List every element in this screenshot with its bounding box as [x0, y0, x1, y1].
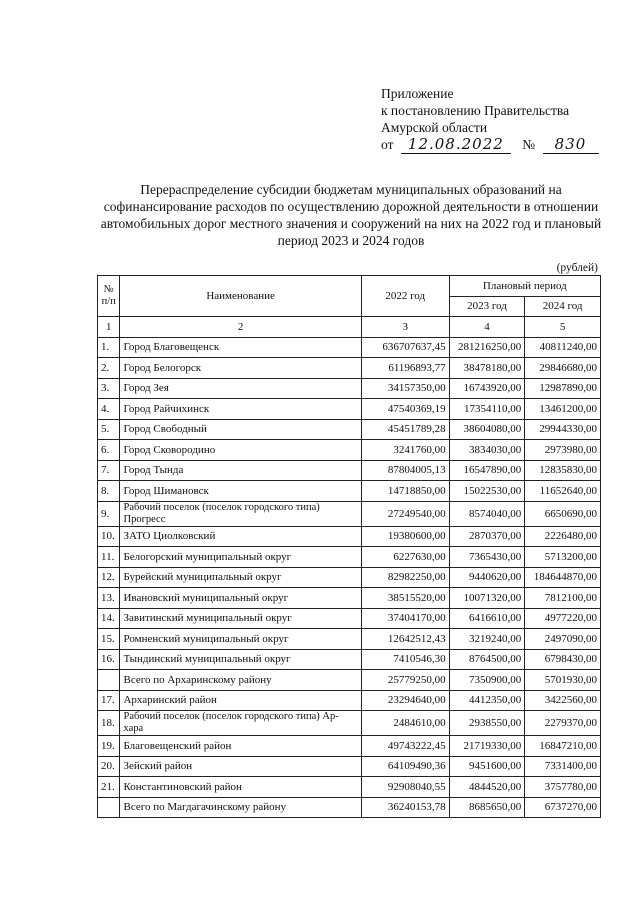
row-name: Всего по Магдагачинскому району [120, 797, 361, 818]
row-name: Белогорский муниципальный округ [120, 547, 361, 568]
col-index-4: 4 [449, 317, 525, 338]
header-plan-period: Плановый период [449, 276, 600, 297]
row-value-2022: 82982250,00 [361, 567, 449, 588]
table-row [98, 797, 601, 818]
table-row [98, 440, 601, 461]
row-value-2022: 36240153,78 [361, 797, 449, 818]
row-value-2022: 2484610,00 [361, 711, 449, 736]
table-row [98, 460, 601, 481]
row-value-2022: 14718850,00 [361, 481, 449, 502]
row-name: Тындинский муниципальный округ [120, 649, 361, 670]
row-value-2023: 7365430,00 [449, 547, 525, 568]
row-number: 17. [98, 690, 120, 711]
row-name: Город Зея [120, 378, 361, 399]
row-value-2023: 16547890,00 [449, 460, 525, 481]
appendix-date-line [381, 136, 599, 154]
row-value-2024: 29846680,00 [525, 358, 601, 379]
table-row [98, 670, 601, 691]
table-row [98, 711, 601, 736]
from-label: от [381, 137, 394, 152]
row-number: 5. [98, 419, 120, 440]
row-number [98, 797, 120, 818]
row-value-2023: 4844520,00 [449, 777, 525, 798]
row-number: 12. [98, 567, 120, 588]
table-body [98, 337, 601, 818]
row-name: Зейский район [120, 756, 361, 777]
row-name: Город Белогорск [120, 358, 361, 379]
row-number: 4. [98, 399, 120, 420]
row-name: Рабочий поселок (поселок городского типа) Ар-хара [120, 711, 361, 736]
row-value-2022: 64109490,36 [361, 756, 449, 777]
header-name: Наименование [120, 276, 361, 317]
row-value-2024: 40811240,00 [525, 337, 601, 358]
table-row [98, 736, 601, 757]
row-value-2022: 12642512,43 [361, 629, 449, 650]
row-number: 11. [98, 547, 120, 568]
row-value-2024: 2226480,00 [525, 526, 601, 547]
unit-label: (рублей) [556, 262, 598, 274]
row-value-2023: 38478180,00 [449, 358, 525, 379]
table-row [98, 690, 601, 711]
subsidy-table [97, 275, 601, 818]
row-number: 6. [98, 440, 120, 461]
header-2022: 2022 год [361, 276, 449, 317]
row-name: Город Сковородино [120, 440, 361, 461]
appendix-region: Амурской области [381, 120, 488, 135]
row-value-2023: 10071320,00 [449, 588, 525, 609]
row-value-2023: 4412350,00 [449, 690, 525, 711]
row-value-2022: 3241760,00 [361, 440, 449, 461]
row-name: Архаринский район [120, 690, 361, 711]
table-row [98, 567, 601, 588]
row-number: 3. [98, 378, 120, 399]
row-value-2022: 47540369,19 [361, 399, 449, 420]
row-value-2023: 38604080,00 [449, 419, 525, 440]
row-value-2024: 2973980,00 [525, 440, 601, 461]
row-value-2024: 2497090,00 [525, 629, 601, 650]
table-row [98, 588, 601, 609]
table-row [98, 399, 601, 420]
table-row [98, 608, 601, 629]
row-name: Город Тында [120, 460, 361, 481]
col-index-3: 3 [361, 317, 449, 338]
row-name: Город Благовещенск [120, 337, 361, 358]
row-name: Город Свободный [120, 419, 361, 440]
row-value-2024: 3422560,00 [525, 690, 601, 711]
table-row [98, 649, 601, 670]
row-value-2023: 9451600,00 [449, 756, 525, 777]
table-row [98, 378, 601, 399]
row-name: Бурейский муниципальный округ [120, 567, 361, 588]
row-name: ЗАТО Циолковский [120, 526, 361, 547]
row-name: Благовещенский район [120, 736, 361, 757]
row-value-2022: 38515520,00 [361, 588, 449, 609]
row-value-2022: 6227630,00 [361, 547, 449, 568]
col-index-1: 1 [98, 317, 120, 338]
row-value-2022: 34157350,00 [361, 378, 449, 399]
row-value-2023: 2938550,00 [449, 711, 525, 736]
row-value-2024: 5701930,00 [525, 670, 601, 691]
row-number: 15. [98, 629, 120, 650]
row-value-2024: 7812100,00 [525, 588, 601, 609]
row-name: Константиновский район [120, 777, 361, 798]
row-value-2022: 61196893,77 [361, 358, 449, 379]
row-number: 16. [98, 649, 120, 670]
table-row [98, 777, 601, 798]
row-value-2024: 11652640,00 [525, 481, 601, 502]
row-value-2022: 27249540,00 [361, 501, 449, 526]
row-value-2022: 45451789,28 [361, 419, 449, 440]
appendix-resolution: к постановлению Правительства [381, 103, 570, 118]
row-value-2024: 4977220,00 [525, 608, 601, 629]
row-value-2022: 7410546,30 [361, 649, 449, 670]
row-value-2023: 8574040,00 [449, 501, 525, 526]
row-value-2024: 16847210,00 [525, 736, 601, 757]
row-value-2023: 8764500,00 [449, 649, 525, 670]
row-value-2023: 2870370,00 [449, 526, 525, 547]
row-number: 1. [98, 337, 120, 358]
row-value-2022: 49743222,45 [361, 736, 449, 757]
table-row [98, 629, 601, 650]
table-row [98, 547, 601, 568]
row-value-2023: 6416610,00 [449, 608, 525, 629]
row-name: Город Райчихинск [120, 399, 361, 420]
row-value-2024: 6737270,00 [525, 797, 601, 818]
row-value-2022: 92908040,55 [361, 777, 449, 798]
row-value-2023: 15022530,00 [449, 481, 525, 502]
row-value-2023: 9440620,00 [449, 567, 525, 588]
header-number: № п/п [98, 276, 120, 317]
row-value-2024: 3757780,00 [525, 777, 601, 798]
row-number: 20. [98, 756, 120, 777]
document-title: Перераспределение субсидии бюджетам муниципальных образований на софинансирование расходов по осуществлению дорожной деятельности в отношении автомобильных дорог местного значения и сооружений на них на 2022 год и плановый период 2023 и 2024 годов [100, 182, 602, 248]
row-value-2022: 19380600,00 [361, 526, 449, 547]
row-number: 7. [98, 460, 120, 481]
table-row [98, 481, 601, 502]
appendix-block [381, 85, 599, 154]
table-row [98, 526, 601, 547]
row-value-2022: 25779250,00 [361, 670, 449, 691]
row-value-2022: 87804005,13 [361, 460, 449, 481]
row-value-2024: 2279370,00 [525, 711, 601, 736]
row-value-2024: 12987890,00 [525, 378, 601, 399]
row-name: Город Шимановск [120, 481, 361, 502]
row-value-2023: 3834030,00 [449, 440, 525, 461]
row-number: 21. [98, 777, 120, 798]
row-value-2022: 23294640,00 [361, 690, 449, 711]
row-number: 14. [98, 608, 120, 629]
row-name: Ивановский муниципальный округ [120, 588, 361, 609]
row-value-2024: 6650690,00 [525, 501, 601, 526]
resolution-number: 830 [543, 136, 599, 154]
number-label: № [522, 137, 536, 152]
row-value-2024: 5713200,00 [525, 547, 601, 568]
row-value-2022: 37404170,00 [361, 608, 449, 629]
row-value-2023: 8685650,00 [449, 797, 525, 818]
header-2024: 2024 год [525, 296, 601, 317]
row-value-2023: 281216250,00 [449, 337, 525, 358]
row-number [98, 670, 120, 691]
row-name: Рабочий поселок (поселок городского типа) Прогресс [120, 501, 361, 526]
table-row [98, 501, 601, 526]
row-value-2023: 16743920,00 [449, 378, 525, 399]
resolution-date: 12.08.2022 [401, 136, 511, 154]
appendix-heading: Приложение [381, 86, 454, 101]
row-value-2024: 13461200,00 [525, 399, 601, 420]
col-index-5: 5 [525, 317, 601, 338]
row-value-2024: 7331400,00 [525, 756, 601, 777]
row-value-2024: 184644870,00 [525, 567, 601, 588]
row-value-2022: 636707637,45 [361, 337, 449, 358]
row-number: 8. [98, 481, 120, 502]
row-number: 2. [98, 358, 120, 379]
row-value-2023: 17354110,00 [449, 399, 525, 420]
row-number: 13. [98, 588, 120, 609]
table-row [98, 358, 601, 379]
col-index-2: 2 [120, 317, 361, 338]
row-name: Ромненский муниципальный округ [120, 629, 361, 650]
row-number: 19. [98, 736, 120, 757]
table-row [98, 337, 601, 358]
row-value-2024: 12835830,00 [525, 460, 601, 481]
header-2023: 2023 год [449, 296, 525, 317]
row-value-2024: 6798430,00 [525, 649, 601, 670]
row-value-2024: 29944330,00 [525, 419, 601, 440]
table-row [98, 419, 601, 440]
row-value-2023: 3219240,00 [449, 629, 525, 650]
row-value-2023: 21719330,00 [449, 736, 525, 757]
row-value-2023: 7350900,00 [449, 670, 525, 691]
row-number: 10. [98, 526, 120, 547]
table-row [98, 756, 601, 777]
row-number: 18. [98, 711, 120, 736]
row-name: Завитинский муниципальный округ [120, 608, 361, 629]
row-name: Всего по Архаринскому району [120, 670, 361, 691]
row-number: 9. [98, 501, 120, 526]
